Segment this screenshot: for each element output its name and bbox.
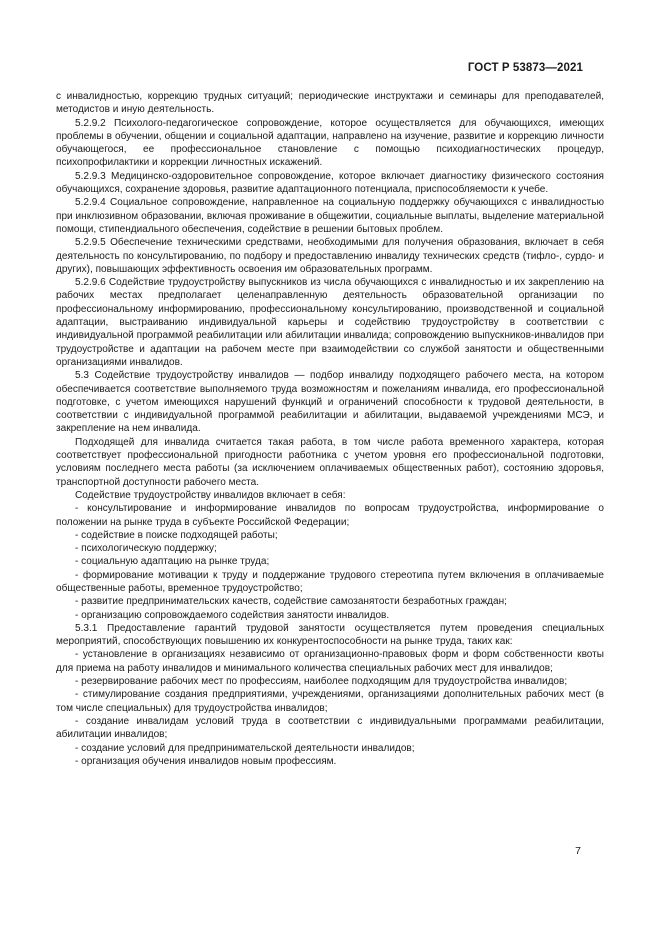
list-item: - установление в организациях независимо от организационно-правовых форм и форм собственности квоты для приема на работу инвалидов и минимального количества специальных рабочих мест для инвалидов; <box>56 649 604 674</box>
list-item: - создание условий для предпринимательской деятельности инвалидов; <box>75 742 415 754</box>
paragraph-5-2-9-4: 5.2.9.4 Социальное сопровождение, направленное на социальную поддержку обучающихся с инвалидностью при инклюзивном образовании, включая проживание в общежитии, социальные выплаты, выделение материальной помощи, стипендиального обеспечения, содействие в решении бытовых проблем. <box>56 197 604 235</box>
paragraph-5-2-9-2: 5.2.9.2 Психолого-педагогическое сопровождение, которое осуществляется для обучающихся, имеющих проблемы в обучении, общении и социальной адаптации, направлено на изучение, развитие и коррекцию личности обучающегося, ее профессиональное становление с помощью психодиагностических процедур, психопрофилактики и коррекции личностных искажений. <box>56 117 604 169</box>
paragraph-suitable-work: Подходящей для инвалида считается такая работа, в том числе работа временного характера, которая соответствует профессиональной пригодности работника с учетом уровня его профессиональной подготовки, условиям последнего места работы (за исключением оплачиваемых общественных работ), состоянию здоровья, транспортной доступности рабочего места. <box>56 436 604 488</box>
list-item: - консультирование и информирование инвалидов по вопросам трудоустройства, информирование о положении на рынке труда в субъекте Российской Федерации; <box>56 503 604 528</box>
paragraph-continuation: с инвалидностью, коррекцию трудных ситуаций; периодические инструктажи и семинары для преподавателей, методистов и иную деятельность. <box>56 91 604 116</box>
document-standard-code: ГОСТ Р 53873—2021 <box>467 62 583 74</box>
paragraph-5-2-9-5: 5.2.9.5 Обеспечение техническими средствами, необходимыми для получения образования, включает в себя деятельность по консультированию, по подбору и предоставлению инвалиду технических средств (тифло-, сурдо- и других), повышающих эффективность освоения им образовательных программ. <box>56 237 604 275</box>
list-item: - создание инвалидам условий труда в соответствии с индивидуальными программами реабилитации, абилитации инвалидов; <box>56 715 604 741</box>
paragraph-5-3: 5.3 Содействие трудоустройству инвалидов — подбор инвалиду подходящего рабочего места, на котором обеспечивается соответствие выполняемого труда возможностям и пожеланиям инвалида, его профессиональной подготовке, с учетом имеющихся нарушений функций и ограничений способности к трудовой деятельности, в соответствии с индивидуальной программой реабилитации и абилитации, выдаваемой учреждениями МСЭ, и закрепление на нем инвалида. <box>56 370 604 435</box>
list-item: - психологическую поддержку; <box>75 543 217 555</box>
document-body <box>56 90 604 768</box>
list-item: - формирование мотивации к труду и поддержание трудового стереотипа путем включения в оплачиваемые общественные работы, временное трудоустройство; <box>56 569 604 594</box>
list-item: - организацию сопровождаемого содействия занятости инвалидов. <box>75 609 390 621</box>
list-item: - организация обучения инвалидов новым профессиям. <box>75 755 337 767</box>
paragraph-5-2-9-3: 5.2.9.3 Медицинско-оздоровительное сопровождение, которое включает диагностику физического состояния обучающихся, сохранение здоровья, развитие адаптационного потенциала, приспособляемости к учебе. <box>56 170 604 196</box>
paragraph-5-3-1: 5.3.1 Предоставление гарантий трудовой занятости осуществляется путем проведения специальных мероприятий, способствующих повышению их конкурентоспособности на рынке труда, таких как: <box>56 622 604 648</box>
list-item: - стимулирование создания предприятиями, учреждениями, организациями дополнительных рабочих мест (в том числе специальных) для трудоустройства инвалидов; <box>56 689 604 714</box>
list-item: - содействие в поиске подходящей работы; <box>75 529 278 541</box>
page-number: 7 <box>575 845 581 857</box>
list-item: - резервирование рабочих мест по профессиям, наиболее подходящим для трудоустройства инвалидов; <box>75 676 568 688</box>
list-item: - социальную адаптацию на рынке труда; <box>75 556 270 568</box>
paragraph-5-2-9-6: 5.2.9.6 Содействие трудоустройству выпускников из числа обучающихся с инвалидностью и их закреплению на рабочих местах предполагает целенаправленную деятельность образовательной организации по профессиональному информированию, профессиональному консультированию, производственной и социальной адаптации, выстраиванию индивидуальной карьеры и содействию трудоустройству в соответствии с индивидуальной программой реабилитации или абилитации инвалида; сопровождению выпускников-инвалидов при трудоустройстве и адаптации на рабочем месте при взаимодействии со службой занятости и общественными организациями инвалидов. <box>56 277 604 368</box>
list-item: - развитие предпринимательских качеств, содействие самозанятости безработных граждан; <box>75 596 507 608</box>
paragraph-assistance-intro: Содействие трудоустройству инвалидов включает в себя: <box>75 489 346 501</box>
